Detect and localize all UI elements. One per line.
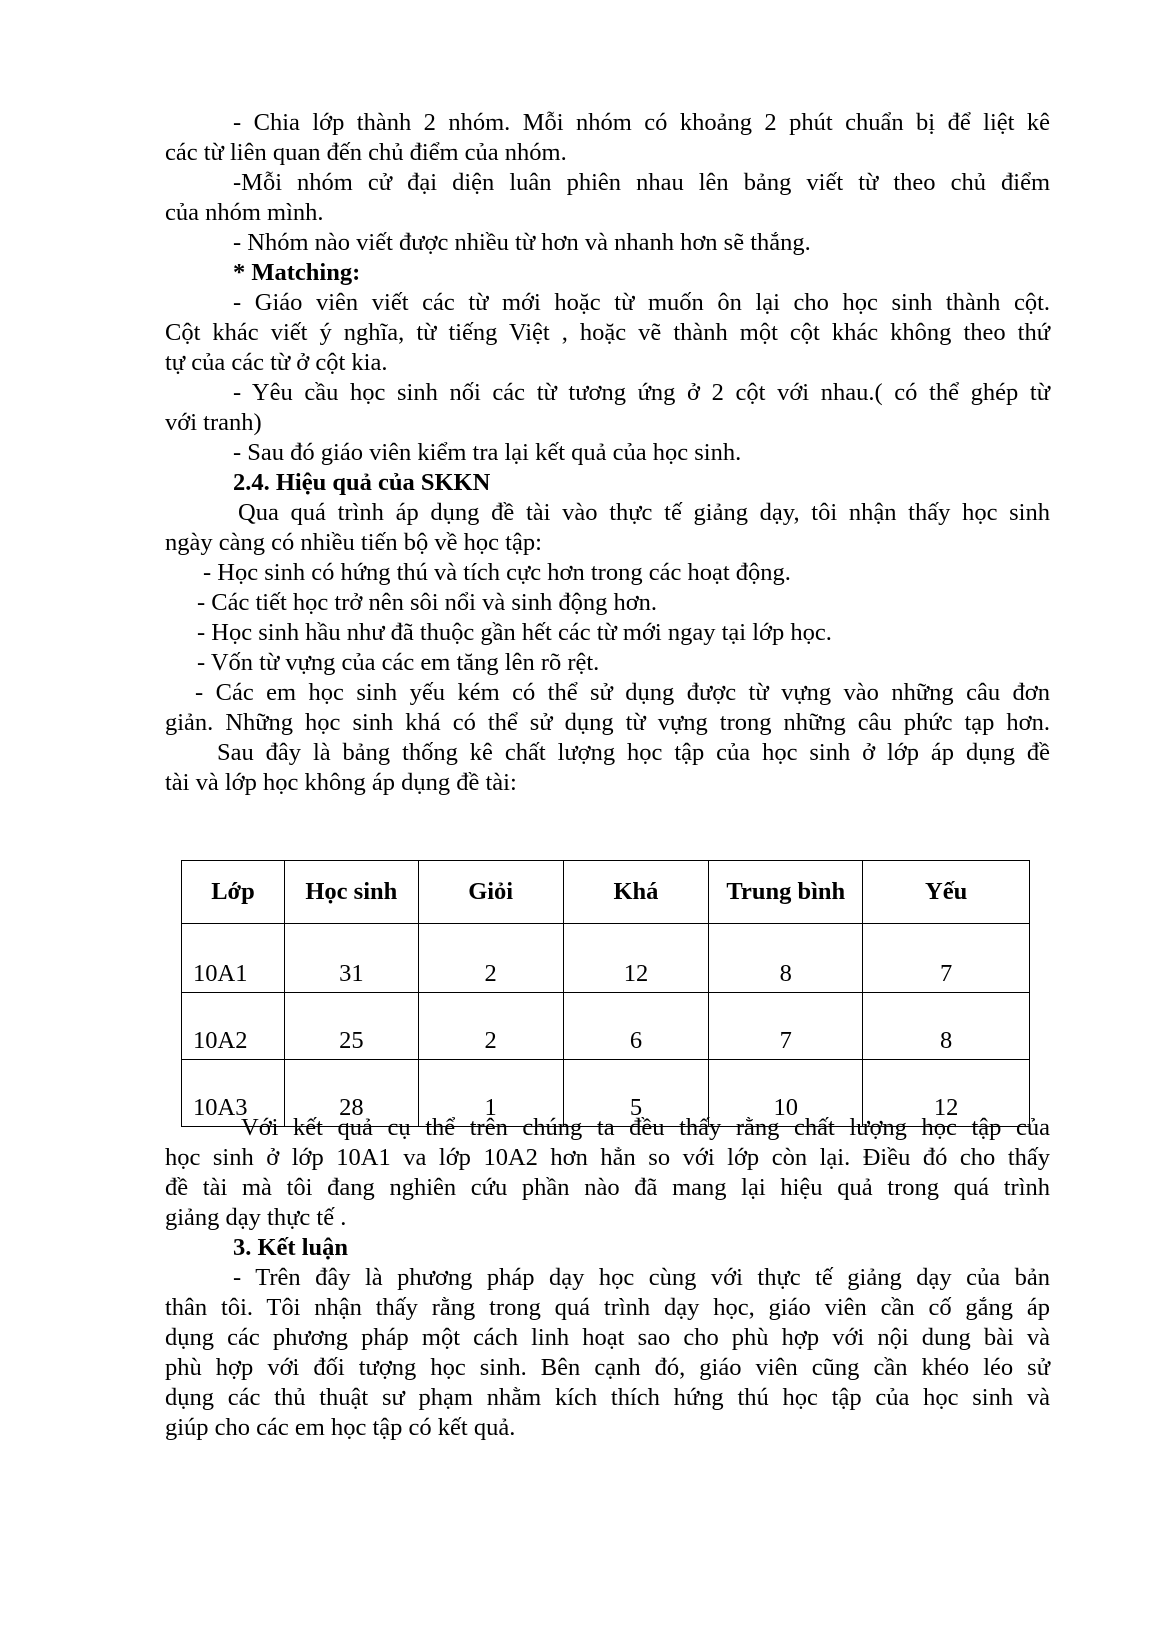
table-cell: 10A1 (182, 924, 285, 993)
table-row (182, 924, 1030, 993)
header-cell-weak: Yếu (863, 861, 1030, 924)
paragraph-line: Cột khác viết ý nghĩa, từ tiếng Việt , hoặc vẽ thành một cột khác không theo thứ (165, 319, 1050, 346)
header-cell-average: Trung bình (709, 861, 863, 924)
paragraph-line: các từ liên quan đến chủ điểm của nhóm. (165, 139, 567, 166)
paragraph-line: tài và lớp học không áp dụng đề tài: (165, 769, 517, 796)
header-cell-excellent: Giỏi (418, 861, 563, 924)
table-cell: 12 (563, 924, 709, 993)
paragraph-line: tự của các từ ở cột kia. (165, 349, 388, 376)
paragraph-line: giản. Những học sinh khá có thể sử dụng từ vựng trong những câu phức tạp hơn. (165, 709, 1050, 736)
paragraph-line: Với kết quả cụ thể trên chúng ta đều thấy rằng chất lượng học tập của (241, 1114, 1050, 1141)
paragraph-line: phù hợp với đối tượng học sinh. Bên cạnh đó, giáo viên cũng cần khéo léo sử (165, 1354, 1050, 1381)
paragraph-line: dụng các thủ thuật sư phạm nhằm kích thích hứng thú học tập của học sinh và (165, 1384, 1050, 1411)
table-cell: 10 (709, 1060, 863, 1127)
paragraph-line: ngày càng có nhiều tiến bộ về học tập: (165, 529, 542, 556)
paragraph-line: của nhóm mình. (165, 199, 324, 226)
table-header-row (182, 861, 1030, 924)
section-heading-3: 3. Kết luận (233, 1234, 349, 1261)
header-cell-good: Khá (563, 861, 709, 924)
bullet-item: - Các em học sinh yếu kém có thể sử dụng được từ vựng vào những câu đơn (195, 679, 1050, 706)
table-cell: 1 (418, 1060, 563, 1127)
paragraph-line: - Nhóm nào viết được nhiều từ hơn và nhanh hơn sẽ thắng. (233, 229, 811, 256)
paragraph-line: - Yêu cầu học sinh nối các từ tương ứng ở 2 cột với nhau.( có thể ghép từ (233, 379, 1050, 406)
bullet-item: - Học sinh có hứng thú và tích cực hơn trong các hoạt động. (203, 559, 791, 586)
paragraph-line: - Giáo viên viết các từ mới hoặc từ muốn ôn lại cho học sinh thành cột. (233, 289, 1050, 316)
section-heading-2-4: 2.4. Hiệu quả của SKKN (233, 469, 491, 496)
table-cell: 7 (863, 924, 1030, 993)
paragraph-line: đề tài mà tôi đang nghiên cứu phần nào đã mang lại hiệu quả trong quá trình (165, 1174, 1050, 1201)
table-cell: 10A3 (182, 1060, 285, 1127)
table-cell: 31 (284, 924, 418, 993)
table-row (182, 993, 1030, 1060)
paragraph-line: Sau đây là bảng thống kê chất lượng học tập của học sinh ở lớp áp dụng đề (217, 739, 1050, 766)
paragraph-line: với tranh) (165, 409, 262, 436)
table-cell: 25 (284, 993, 418, 1060)
paragraph-line: giúp cho các em học tập có kết quả. (165, 1414, 516, 1441)
matching-heading: * Matching: (233, 259, 361, 286)
header-cell-students: Học sinh (284, 861, 418, 924)
table-cell: 8 (709, 924, 863, 993)
paragraph-line: - Sau đó giáo viên kiểm tra lại kết quả của học sinh. (233, 439, 742, 466)
bullet-item: - Vốn từ vựng của các em tăng lên rõ rệt. (197, 649, 600, 676)
bullet-item: - Học sinh hầu như đã thuộc gần hết các từ mới ngay tại lớp học. (197, 619, 832, 646)
bullet-item: - Các tiết học trở nên sôi nổi và sinh động hơn. (197, 589, 658, 616)
paragraph-line: - Chia lớp thành 2 nhóm. Mỗi nhóm có khoảng 2 phút chuẩn bị để liệt kê (233, 109, 1050, 136)
header-cell-class: Lớp (182, 861, 285, 924)
paragraph-line: - Trên đây là phương pháp dạy học cùng với thực tế giảng dạy của bản (233, 1264, 1050, 1291)
statistics-table (181, 860, 1030, 1127)
paragraph-line: Qua quá trình áp dụng đề tài vào thực tế giảng dạy, tôi nhận thấy học sinh (238, 499, 1050, 526)
table-cell: 8 (863, 993, 1030, 1060)
paragraph-line: dụng các phương pháp một cách linh hoạt sao cho phù hợp với nội dung bài và (165, 1324, 1050, 1351)
paragraph-line: -Mỗi nhóm cử đại diện luân phiên nhau lên bảng viết từ theo chủ điểm (233, 169, 1050, 196)
table-cell: 7 (709, 993, 863, 1060)
table-cell: 12 (863, 1060, 1030, 1127)
paragraph-line: học sinh ở lớp 10A1 va lớp 10A2 hơn hẳn so với lớp còn lại. Điều đó cho thấy (165, 1144, 1050, 1171)
table-cell: 2 (418, 924, 563, 993)
table-cell: 2 (418, 993, 563, 1060)
table-cell: 28 (284, 1060, 418, 1127)
table-cell: 10A2 (182, 993, 285, 1060)
table-cell: 5 (563, 1060, 709, 1127)
paragraph-line: giảng dạy thực tế . (165, 1204, 347, 1231)
table-cell: 6 (563, 993, 709, 1060)
paragraph-line: thân tôi. Tôi nhận thấy rằng trong quá trình dạy học, giáo viên cần cố gắng áp (165, 1294, 1050, 1321)
